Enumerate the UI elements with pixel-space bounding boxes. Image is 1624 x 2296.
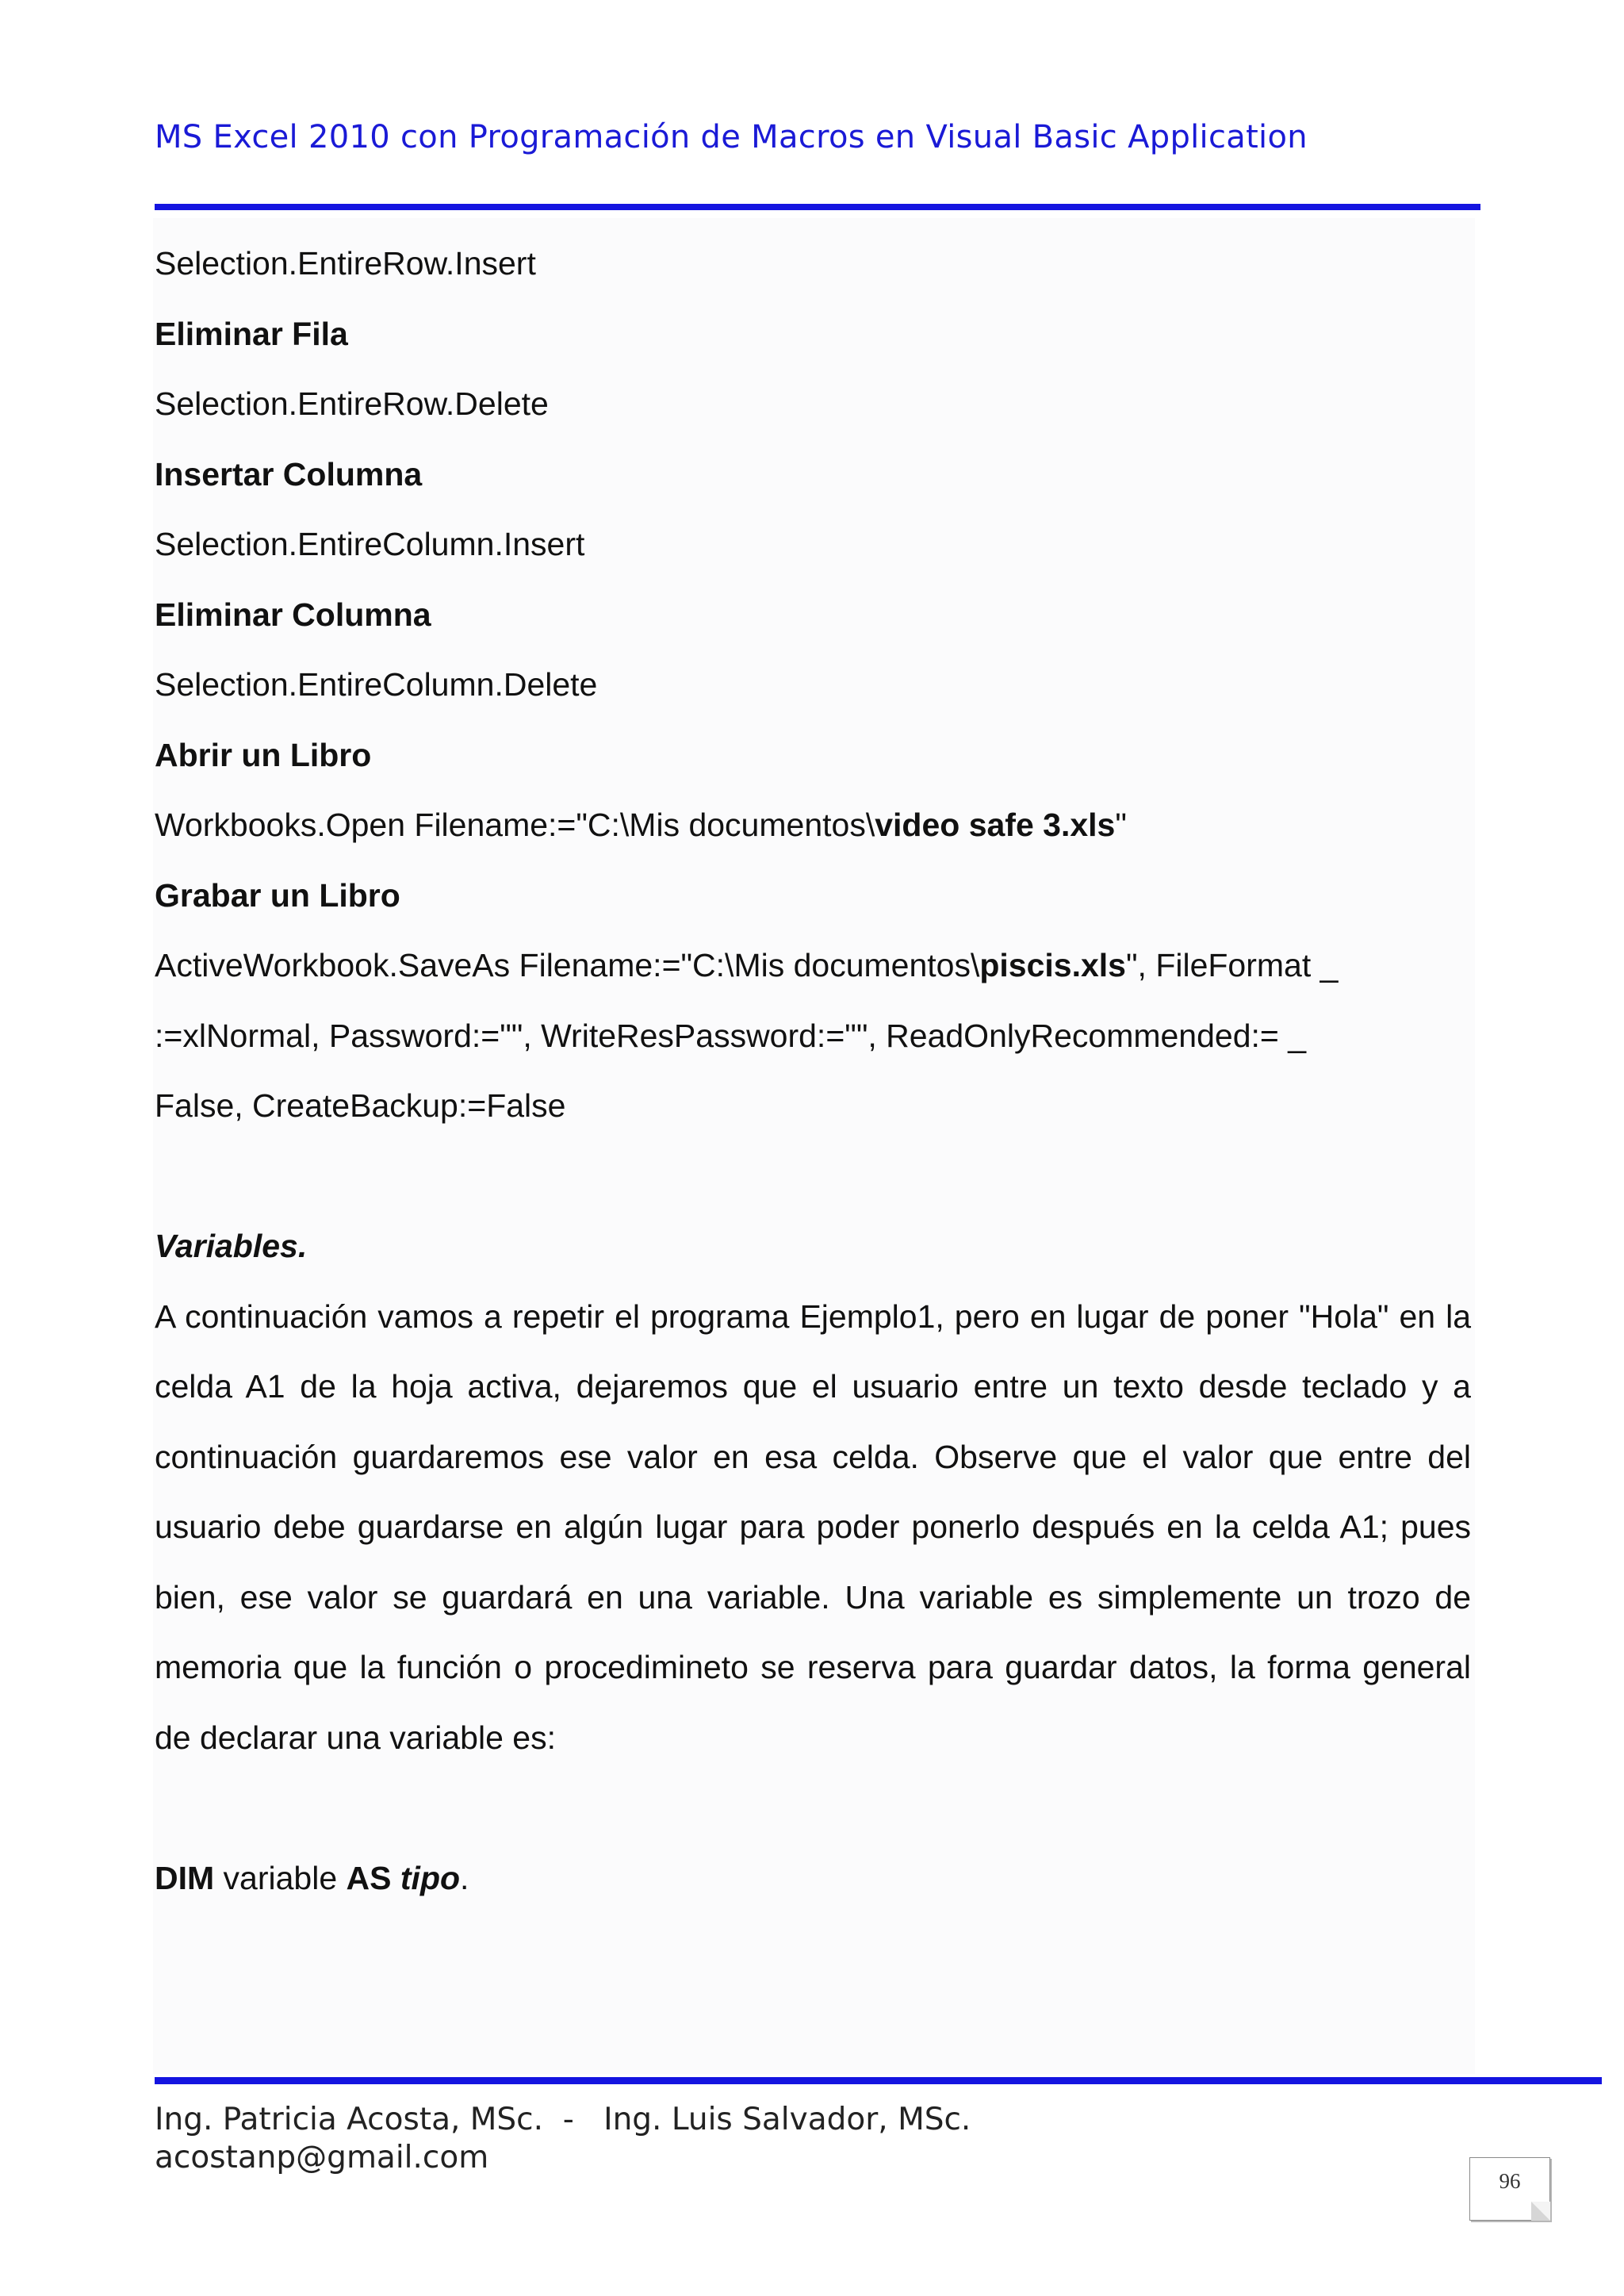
save-book-code-line-3: False, CreateBackup:=False	[155, 1087, 566, 1124]
delete-row-heading: Eliminar Fila	[155, 315, 348, 352]
tipo-word: tipo	[400, 1859, 461, 1896]
spacer	[155, 1773, 1471, 1843]
page-number-box	[1469, 2157, 1550, 2221]
page-content	[155, 228, 1471, 1913]
footer-email: acostanp@gmail.com	[155, 2140, 489, 2175]
declaration-space	[392, 1860, 400, 1896]
delete-column-heading: Eliminar Columna	[155, 596, 431, 633]
delete-row-code: Selection.EntireRow.Delete	[155, 385, 549, 422]
dim-keyword: DIM	[155, 1859, 215, 1896]
save-book-code-prefix: ActiveWorkbook.SaveAs Filename:="C:\Mis documentos\	[155, 947, 980, 983]
page-curl-icon	[1531, 2202, 1550, 2221]
open-book-heading: Abrir un Libro	[155, 736, 372, 773]
open-book-code	[155, 790, 1471, 861]
insert-row-code: Selection.EntireRow.Insert	[155, 245, 536, 282]
save-book-code-suffix: ", FileFormat _	[1125, 947, 1339, 983]
as-keyword: AS	[346, 1859, 392, 1896]
save-book-filename: piscis.xls	[979, 947, 1126, 983]
dim-declaration	[155, 1843, 1471, 1914]
open-book-code-prefix: Workbooks.Open Filename:="C:\Mis documentos\	[155, 807, 875, 843]
delete-column-code: Selection.EntireColumn.Delete	[155, 666, 598, 703]
page-number: 96	[1499, 2169, 1521, 2193]
open-book-code-suffix: "	[1115, 807, 1127, 843]
insert-column-code: Selection.EntireColumn.Insert	[155, 526, 585, 562]
variable-word: variable	[214, 1859, 347, 1896]
footer-authors: Ing. Patricia Acosta, MSc. - Ing. Luis Salvador, MSc.	[155, 2102, 971, 2137]
footer-rule	[155, 2077, 1602, 2084]
running-header-title: MS Excel 2010 con Programación de Macros en Visual Basic Application	[155, 119, 1308, 155]
open-book-filename: video safe 3.xls	[875, 807, 1116, 843]
spacer	[155, 1141, 1471, 1212]
save-book-code-line-2: :=xlNormal, Password:="", WriteResPassword:="", ReadOnlyRecommended:= _	[155, 1017, 1307, 1054]
variables-paragraph: A continuación vamos a repetir el programa Ejemplo1, pero en lugar de poner "Hola" en la celda A1 de la hoja activa, dejaremos que el usuario entre un texto desde teclado y a continuación guardaremos ese valor en esa celda. Observe que el valor que entre del usuario debe guardarse en algún lugar para poder ponerlo después en la celda A1; pues bien, ese valor se guardará en una variable. Una variable es simplemente un trozo de memoria que la función o procedimineto se reserva para guardar datos, la forma general de declarar una variable es:	[155, 1297, 1471, 1756]
variables-heading: Variables.	[155, 1228, 308, 1264]
header-rule	[155, 204, 1480, 210]
save-book-heading: Grabar un Libro	[155, 876, 400, 914]
declaration-period: .	[460, 1859, 469, 1896]
save-book-code-line-1	[155, 930, 1471, 1001]
insert-column-heading: Insertar Columna	[155, 455, 423, 493]
